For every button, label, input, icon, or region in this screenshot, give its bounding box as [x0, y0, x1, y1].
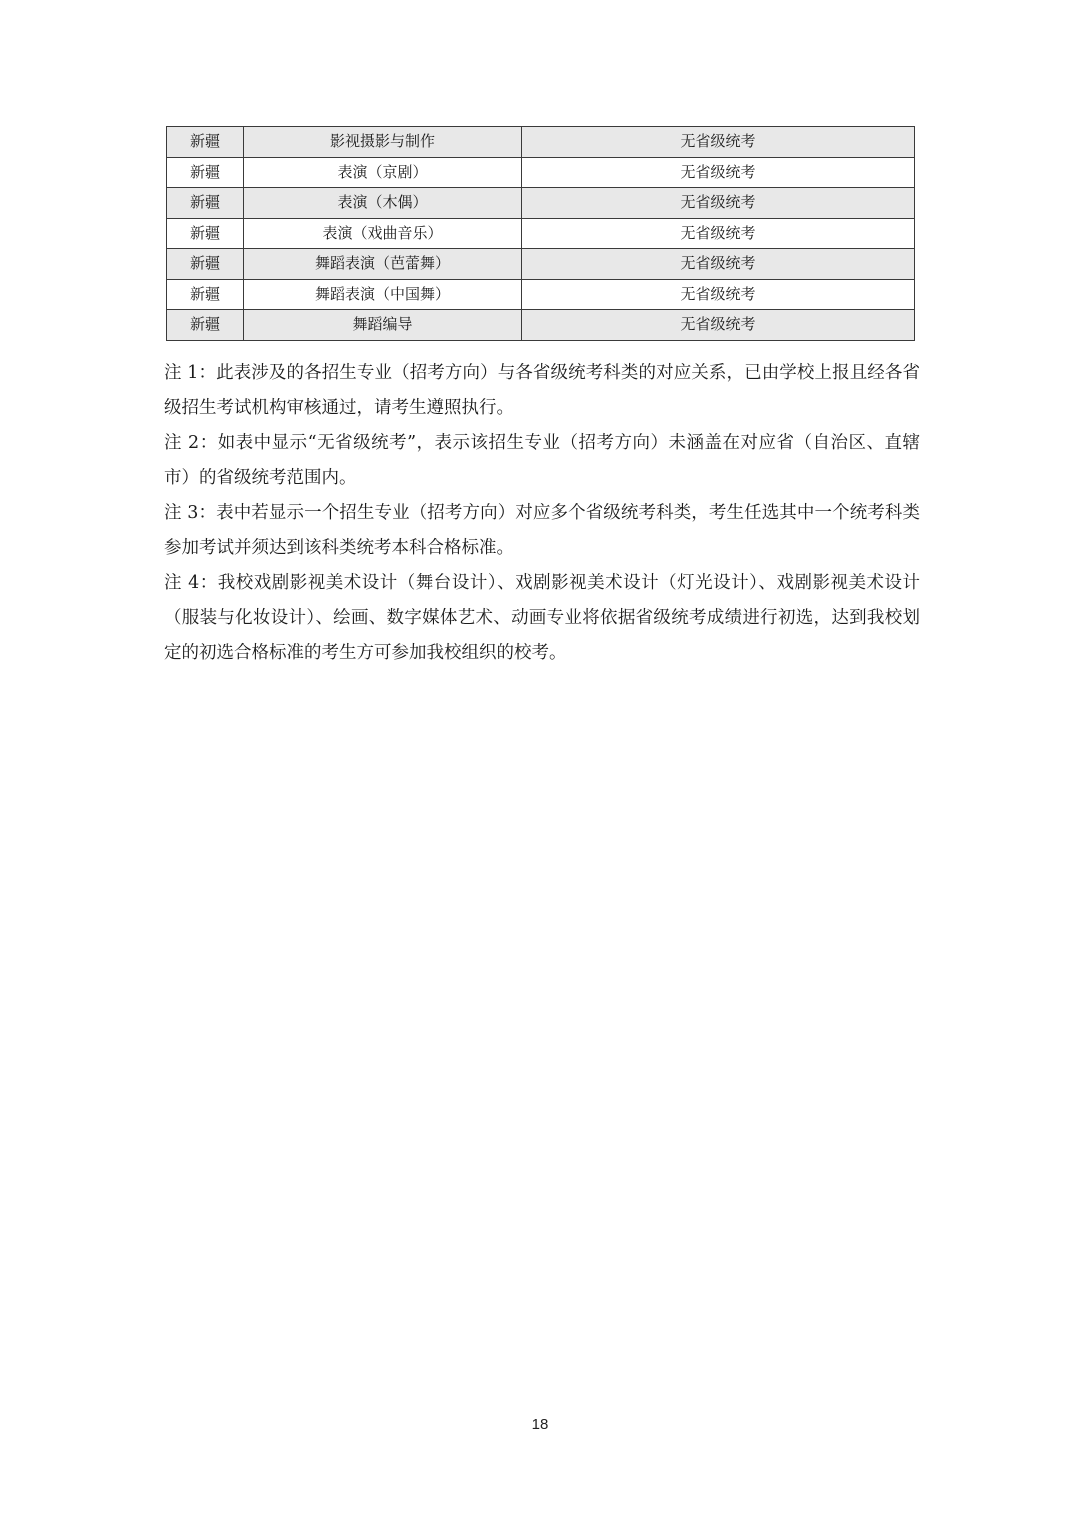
- province-cell: 新疆: [167, 249, 244, 280]
- province-cell: 新疆: [167, 218, 244, 249]
- note-1: 注 1：此表涉及的各招生专业（招考方向）与各省级统考科类的对应关系，已由学校上报且经各省级招生考试机构审核通过，请考生遵照执行。: [164, 363, 920, 418]
- table-row: [167, 218, 915, 249]
- province-cell: 新疆: [167, 279, 244, 310]
- major-cell: 影视摄影与制作: [244, 127, 522, 158]
- note-4: 注 4：我校戏剧影视美术设计（舞台设计）、戏剧影视美术设计（灯光设计）、戏剧影视美术设计（服装与化妆设计）、绘画、数字媒体艺术、动画专业将依据省级统考成绩进行初选，达到我校划定的初选合格标准的考生方可参加我校组织的校考。: [164, 573, 920, 663]
- exam-category-table: [166, 126, 915, 341]
- category-cell: 无省级统考: [522, 127, 915, 158]
- table-row: [167, 188, 915, 219]
- province-cell: 新疆: [167, 127, 244, 158]
- category-cell: 无省级统考: [522, 218, 915, 249]
- major-cell: 表演（京剧）: [244, 157, 522, 188]
- province-cell: 新疆: [167, 188, 244, 219]
- table-row: [167, 310, 915, 341]
- table-row: [167, 127, 915, 158]
- category-cell: 无省级统考: [522, 310, 915, 341]
- page-number: 18: [531, 1416, 549, 1433]
- province-cell: 新疆: [167, 157, 244, 188]
- major-cell: 舞蹈表演（中国舞）: [244, 279, 522, 310]
- table-row: [167, 157, 915, 188]
- major-cell: 表演（戏曲音乐）: [244, 218, 522, 249]
- major-cell: 舞蹈表演（芭蕾舞）: [244, 249, 522, 280]
- category-cell: 无省级统考: [522, 279, 915, 310]
- category-cell: 无省级统考: [522, 157, 915, 188]
- major-cell: 舞蹈编导: [244, 310, 522, 341]
- note-2: 注 2：如表中显示“无省级统考”，表示该招生专业（招考方向）未涵盖在对应省（自治区、直辖市）的省级统考范围内。: [164, 433, 920, 488]
- major-cell: 表演（木偶）: [244, 188, 522, 219]
- category-cell: 无省级统考: [522, 249, 915, 280]
- table-row: [167, 249, 915, 280]
- note-3: 注 3：表中若显示一个招生专业（招考方向）对应多个省级统考科类，考生任选其中一个统考科类参加考试并须达到该科类统考本科合格标准。: [164, 503, 920, 558]
- table-row: [167, 279, 915, 310]
- category-cell: 无省级统考: [522, 188, 915, 219]
- notes-section: [164, 356, 920, 671]
- province-cell: 新疆: [167, 310, 244, 341]
